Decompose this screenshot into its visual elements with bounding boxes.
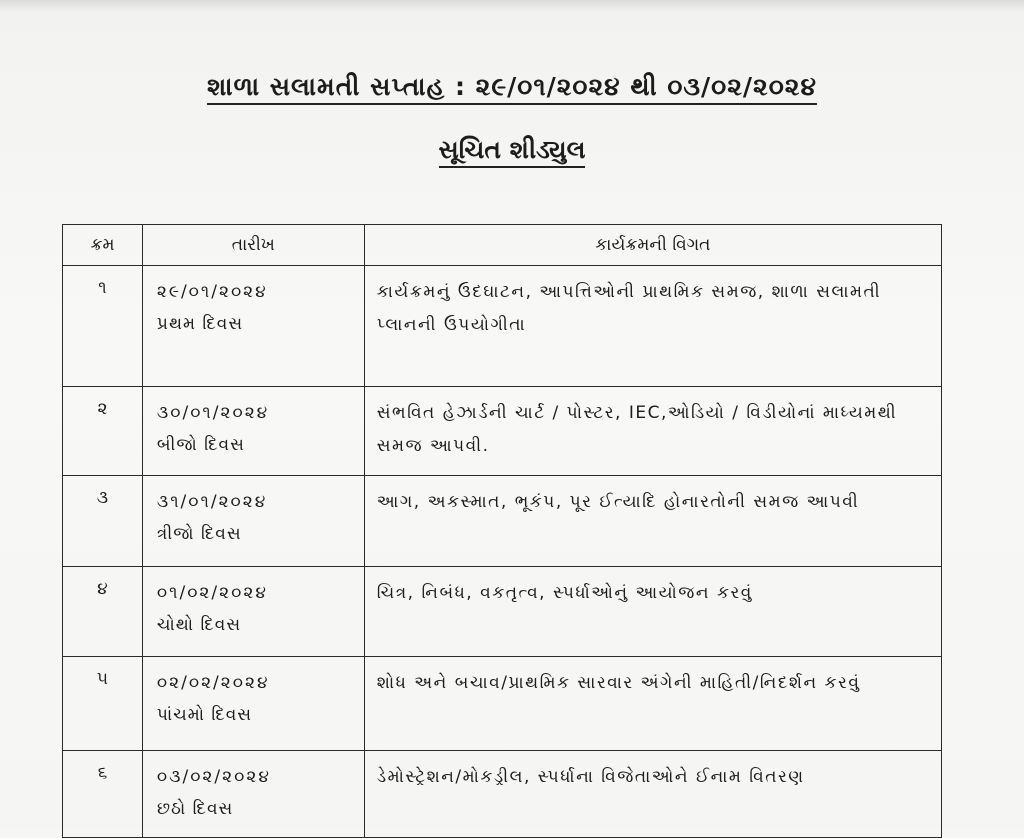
page-top-edge — [0, 0, 1024, 12]
row-number: ૧ — [63, 266, 143, 387]
row-number: ૩ — [63, 476, 143, 567]
document-title-text: શાળા સલામતી સપ્તાહ : ૨૯/૦૧/૨૦૨૪ થી ૦૩/૦૨/૨૦૨૪ — [207, 72, 817, 105]
row-day: પાંચમો દિવસ — [156, 705, 253, 725]
table-row — [63, 476, 942, 567]
row-date-cell — [142, 751, 364, 838]
row-detail: શોધ અને બચાવ/પ્રાથમિક સારવાર અંગેની માહિતી/નિદર્શન કરવું — [364, 657, 941, 751]
row-date-cell — [142, 476, 364, 567]
header-date: તારીખ — [142, 225, 364, 266]
row-date: ૨૯/૦૧/૨૦૨૪ — [156, 282, 268, 302]
row-detail: ડેમોસ્ટ્રેશન/મોકડ્રીલ, સ્પર્ધાના વિજેતાઓને ઈનામ વિતરણ — [364, 751, 941, 838]
table-row — [63, 266, 942, 387]
row-number: ૬ — [63, 751, 143, 838]
schedule-table — [62, 224, 942, 838]
document-subtitle-text: સૂચિત શીડ્યુલ — [439, 135, 586, 168]
row-day: છઠો દિવસ — [156, 799, 234, 819]
row-date-cell — [142, 266, 364, 387]
table-row — [63, 387, 942, 476]
table-header-row — [63, 225, 942, 266]
row-day: ત્રીજો દિવસ — [156, 524, 242, 544]
table-row — [63, 657, 942, 751]
row-number: ૨ — [63, 387, 143, 476]
row-day: બીજો દિવસ — [156, 435, 245, 455]
row-day: ચોથો દિવસ — [156, 615, 242, 635]
row-date: ૦૩/૦૨/૨૦૨૪ — [156, 767, 271, 787]
row-date: ૦૨/૦૨/૨૦૨૪ — [156, 673, 270, 693]
row-date: ૩૦/૦૧/૨૦૨૪ — [156, 403, 270, 423]
table-row — [63, 567, 942, 657]
header-number: ક્રમ — [63, 225, 143, 266]
row-date: ૩૧/૦૧/૨૦૨૪ — [156, 492, 268, 512]
row-date-cell — [142, 657, 364, 751]
row-detail: ચિત્ર, નિબંધ, વકતૃત્વ, સ્પર્ધાઓનું આયોજન કરવું — [364, 567, 941, 657]
row-detail: કાર્યક્રમનું ઉદઘાટન, આપત્તિઓની પ્રાથમિક સમજ, શાળા સલામતી પ્લાનની ઉપયોગીતા — [364, 266, 941, 387]
document-title — [0, 72, 1024, 102]
row-detail: સંભવિત હેઝાર્ડની ચાર્ટ / પોસ્ટર, IEC,ઓડિયો / વિડીયોનાં માધ્યમથી સમજ આપવી. — [364, 387, 941, 476]
row-day: પ્રથમ દિવસ — [156, 314, 244, 334]
row-number: ૪ — [63, 567, 143, 657]
row-number: ૫ — [63, 657, 143, 751]
row-date-cell — [142, 387, 364, 476]
row-date: ૦૧/૦૨/૨૦૨૪ — [156, 583, 268, 603]
row-detail: આગ, અકસ્માત, ભૂકંપ, પૂર ઈત્યાદિ હોનારતોની સમજ આપવી — [364, 476, 941, 567]
row-date-cell — [142, 567, 364, 657]
table-row — [63, 751, 942, 838]
header-detail: કાર્યક્રમની વિગત — [364, 225, 941, 266]
document-subtitle — [0, 135, 1024, 165]
